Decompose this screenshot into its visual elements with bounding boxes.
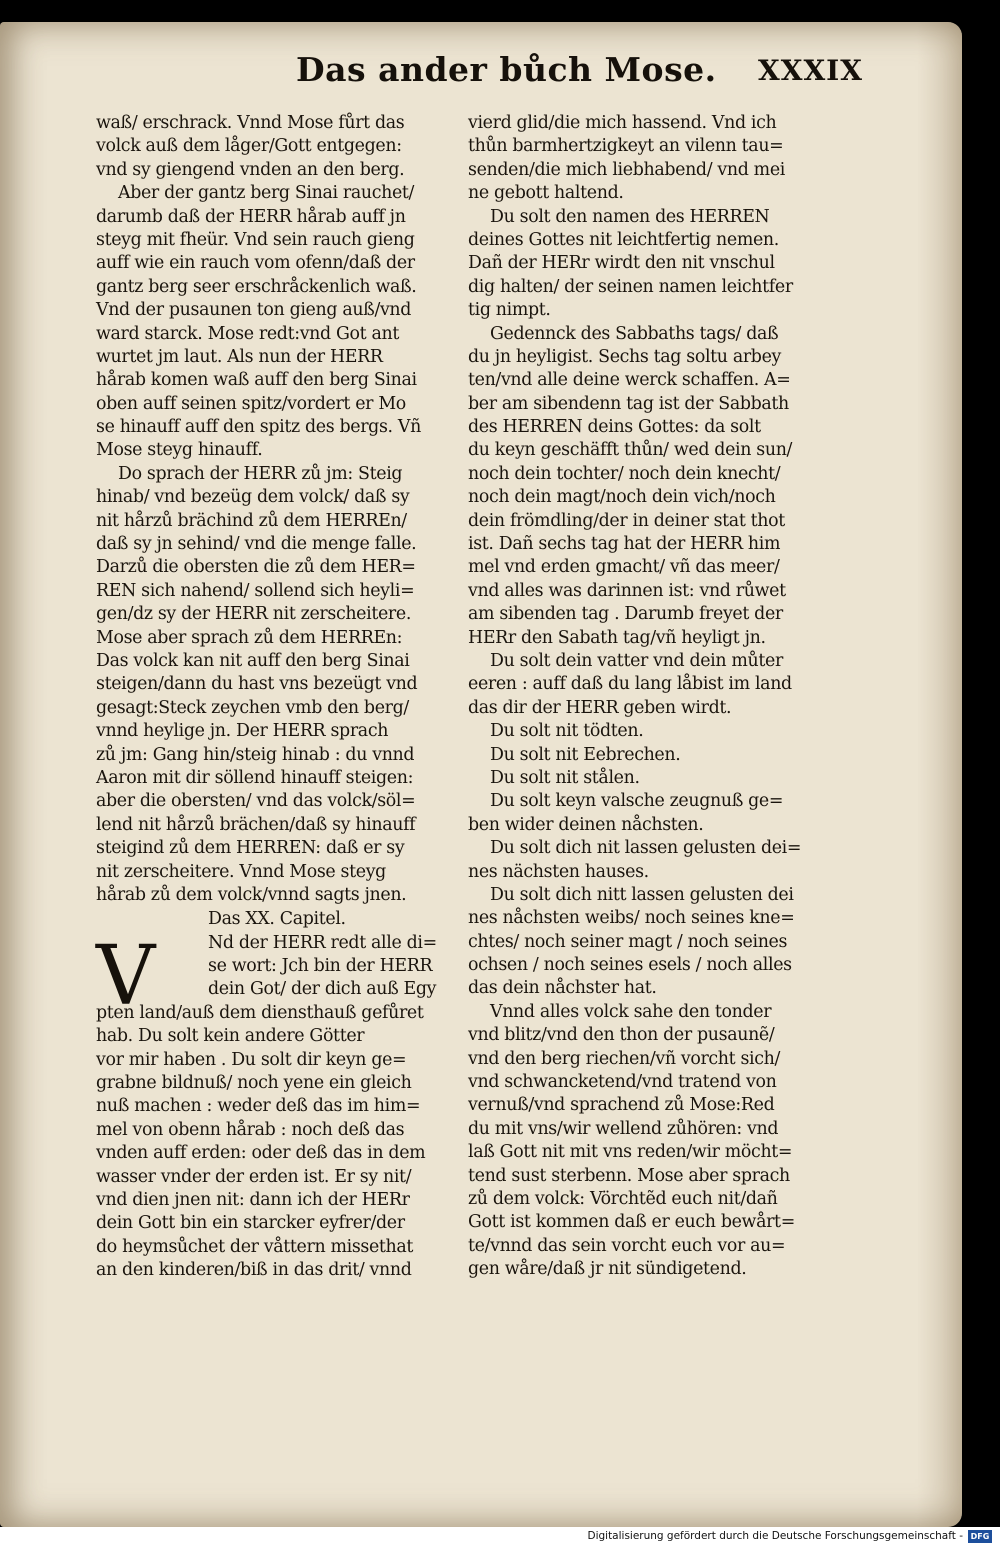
text-line: vnd sy giengend vnden an den berg. xyxy=(96,159,405,180)
text-line: vor mir haben . Du solt dir keyn ge= xyxy=(96,1049,407,1070)
book-page xyxy=(0,22,962,1527)
dfg-logo: DFG xyxy=(968,1530,992,1543)
text-line: dein frömdling/der in deiner stat thot xyxy=(468,510,785,531)
text-line: REN sich nahend/ sollend sich heyli= xyxy=(96,580,415,601)
text-line: eeren : auff daß du lang låbist im land xyxy=(468,674,792,695)
text-line: das dein nåchster hat. xyxy=(468,978,657,999)
text-line: gantz berg seer erschråckenlich waß. xyxy=(96,276,417,297)
text-line: grabne bildnuß/ noch yene ein gleich xyxy=(96,1073,412,1094)
text-line: zů jm: Gang hin/steig hinab : du vnnd xyxy=(96,744,415,765)
text-line: gen/dz sy der HERR nit zerscheitere. xyxy=(96,604,412,625)
text-line: deines Gottes nit leichtfertig nemen. xyxy=(468,229,779,250)
text-line: Aaron mit dir söllend hinauff steigen: xyxy=(96,767,414,788)
text-line: nit zerscheitere. Vnnd Mose steyg xyxy=(96,861,386,882)
text-line: vnd den berg riechen/vñ vorcht sich/ xyxy=(468,1048,780,1069)
text-line: Mose aber sprach zů dem HERREn: xyxy=(96,627,403,648)
text-line: Vnd der pusaunen ton gieng auß/vnd xyxy=(96,300,412,321)
text-line: vnd alles was darinnen ist: vnd růwet xyxy=(468,580,786,601)
page-header xyxy=(0,50,962,110)
text-line: ist. Dañ sechs tag hat der HERR him xyxy=(468,534,781,555)
text-line: oben auff seinen spitz/vordert er Mo xyxy=(96,393,406,414)
text-line: dig halten/ der seinen namen leichtfer xyxy=(468,276,793,297)
text-line: an den kinderen/biß in das drit/ vnnd xyxy=(96,1260,412,1281)
text-line: du keyn geschäfft thůn/ wed dein sun/ xyxy=(468,440,793,461)
text-line: Du solt dich nit lassen gelusten dei= xyxy=(490,838,802,859)
left-column xyxy=(96,112,456,1283)
text-line: senden/die mich liebhabend/ vnd mei xyxy=(468,159,785,180)
text-line: laß Gott nit mit vns reden/wir möcht= xyxy=(468,1142,793,1163)
text-line: vnd blitz/vnd den thon der pusaunẽ/ xyxy=(468,1025,775,1046)
text-line: volck auß dem låger/Gott entgegen: xyxy=(96,136,402,157)
text-line: ne gebott haltend. xyxy=(468,183,624,204)
text-line: Gedennck des Sabbaths tags/ daß xyxy=(490,323,779,344)
text-line: Du solt dein vatter vnd dein můter xyxy=(490,650,783,671)
text-line: hårab zů dem volck/vnnd sagts jnen. xyxy=(96,884,407,905)
text-line: wasser vnder der erden ist. Er sy nit/ xyxy=(96,1166,412,1187)
text-line: Du solt nit tödten. xyxy=(490,721,644,742)
text-line: vnnd heylige jn. Der HERR sprach xyxy=(96,721,389,742)
text-line: Vnnd alles volck sahe den tonder xyxy=(490,1001,772,1022)
text-line: ten/vnd alle deine werck schaffen. A= xyxy=(468,370,791,391)
text-line: waß/ erschrack. Vnnd Mose fůrt das xyxy=(96,113,405,133)
text-line: gesagt:Steck zeychen vmb den berg/ xyxy=(96,697,409,718)
digitization-footer xyxy=(0,1527,1000,1547)
left-column-text xyxy=(96,112,456,907)
text-line: thůn barmhertzigkeyt an vilenn tau= xyxy=(468,136,784,157)
running-title: Das ander bůch Mose. xyxy=(296,50,717,89)
text-line: nit hårzů brächind zů dem HERREn/ xyxy=(96,510,407,531)
chapter-cap-line: se wort: Jch bin der HERR xyxy=(208,956,433,977)
text-line: hårab komen waß auff den berg Sinai xyxy=(96,370,417,391)
text-line: te/vnnd das sein vorcht euch vor au= xyxy=(468,1235,786,1256)
text-line: hab. Du solt kein andere Götter xyxy=(96,1026,365,1047)
chapter-heading: Das XX. Capitel. xyxy=(208,909,346,930)
text-line: du mit vns/wir wellend zůhören: vnd xyxy=(468,1118,779,1139)
text-line: Darzů die obersten die zů dem HER= xyxy=(96,557,416,578)
text-line: Du solt nit Eebrechen. xyxy=(490,744,681,765)
text-line: Aber der gantz berg Sinai rauchet/ xyxy=(118,183,415,204)
text-line: tig nimpt. xyxy=(468,300,551,321)
text-line: nuß machen : weder deß das im him= xyxy=(96,1096,421,1117)
text-line: vnd dien jnen nit: dann ich der HERr xyxy=(96,1189,410,1210)
chapter-cap-line: dein Got/ der dich auß Egy xyxy=(208,979,437,1000)
text-line: daß sy jn sehind/ vnd die menge falle. xyxy=(96,534,417,555)
text-line: Du solt den namen des HERREN xyxy=(490,206,770,227)
text-line: do heymsůchet der våttern missethat xyxy=(96,1236,414,1257)
folio-number: XXXIX xyxy=(758,54,863,87)
text-line: das dir der HERR geben wirdt. xyxy=(468,697,732,718)
text-line: mel vnd erden gmacht/ vñ das meer/ xyxy=(468,557,780,578)
text-line: vnd schwancketend/vnd tratend von xyxy=(468,1072,777,1093)
text-line: Mose steyg hinauff. xyxy=(96,440,263,461)
text-line: se hinauff auff den spitz des bergs. Vñ xyxy=(96,417,421,438)
text-line: gen wåre/daß jr nit sündigetend. xyxy=(468,1259,747,1280)
text-line: Du solt nit stålen. xyxy=(490,767,640,788)
text-line: pten land/auß dem diensthauß gefůret xyxy=(96,1002,424,1023)
text-line: vnden auff erden: oder deß das in dem xyxy=(96,1143,426,1164)
text-line: chtes/ noch seiner magt / noch seines xyxy=(468,931,788,952)
text-line: aber die obersten/ vnd das volck/söl= xyxy=(96,791,416,812)
text-line: mel von obenn hårab : noch deß das xyxy=(96,1119,405,1140)
text-line: steigen/dann du hast vns bezeügt vnd xyxy=(96,674,418,695)
text-line: HERr den Sabath tag/vñ heyligt jn. xyxy=(468,627,766,648)
text-line: Do sprach der HERR zů jm: Steig xyxy=(118,463,403,484)
text-line: auff wie ein rauch vom ofenn/daß der xyxy=(96,253,415,274)
text-line: Das volck kan nit auff den berg Sinai xyxy=(96,650,410,671)
text-line: ochsen / noch seines esels / noch alles xyxy=(468,955,792,976)
text-line: vernuß/vnd sprachend zů Mose:Red xyxy=(468,1095,775,1116)
text-line: hinab/ vnd bezeüg dem volck/ daß sy xyxy=(96,487,410,508)
text-line: Du solt keyn valsche zeugnuß ge= xyxy=(490,791,784,812)
right-column-text xyxy=(468,112,830,1282)
text-line: am sibenden tag . Darumb freyet der xyxy=(468,604,783,625)
right-column xyxy=(468,112,830,1282)
text-line: zů dem volck: Vörchtẽd euch nit/dañ xyxy=(468,1188,778,1209)
text-line: du jn heyligist. Sechs tag soltu arbey xyxy=(468,346,782,367)
funding-credit: Digitalisierung gefördert durch die Deutsche Forschungsgemeinschaft - xyxy=(587,1530,963,1542)
chapter-cap-line: Nd der HERR redt alle di= xyxy=(208,932,437,953)
text-line: dein Gott bin ein starcker eyfrer/der xyxy=(96,1213,405,1234)
text-line: nes nächsten hauses. xyxy=(468,861,649,882)
text-line: noch dein magt/noch dein vich/noch xyxy=(468,487,776,508)
text-line: tend sust sterbenn. Mose aber sprach xyxy=(468,1165,790,1186)
text-line: lend nit hårzů brächen/daß sy hinauff xyxy=(96,814,416,835)
text-line: ber am sibendenn tag ist der Sabbath xyxy=(468,393,789,414)
text-line: Du solt dich nitt lassen gelusten dei xyxy=(490,884,794,905)
text-line: wurtet jm laut. Als nun der HERR xyxy=(96,346,383,367)
drop-cap-initial: V xyxy=(96,928,155,1024)
text-line: ben wider deinen nåchsten. xyxy=(468,814,704,835)
text-line: ward starck. Mose redt:vnd Got ant xyxy=(96,323,399,344)
text-line: darumb daß der HERR hårab auff jn xyxy=(96,206,406,227)
text-line: Dañ der HERr wirdt den nit vnschul xyxy=(468,253,775,274)
text-line: Gott ist kommen daß er euch bewårt= xyxy=(468,1212,795,1233)
text-line: noch dein tochter/ noch dein knecht/ xyxy=(468,463,781,484)
text-line: vierd glid/die mich hassend. Vnd ich xyxy=(468,113,777,133)
chapter-text xyxy=(96,1002,456,1283)
text-line: nes nåchsten weibs/ noch seines kne= xyxy=(468,908,795,929)
text-line: des HERREN deins Gottes: da solt xyxy=(468,417,761,438)
text-line: steigind zů dem HERREN: daß er sy xyxy=(96,838,405,859)
text-line: steyg mit fheür. Vnd sein rauch gieng xyxy=(96,229,415,250)
